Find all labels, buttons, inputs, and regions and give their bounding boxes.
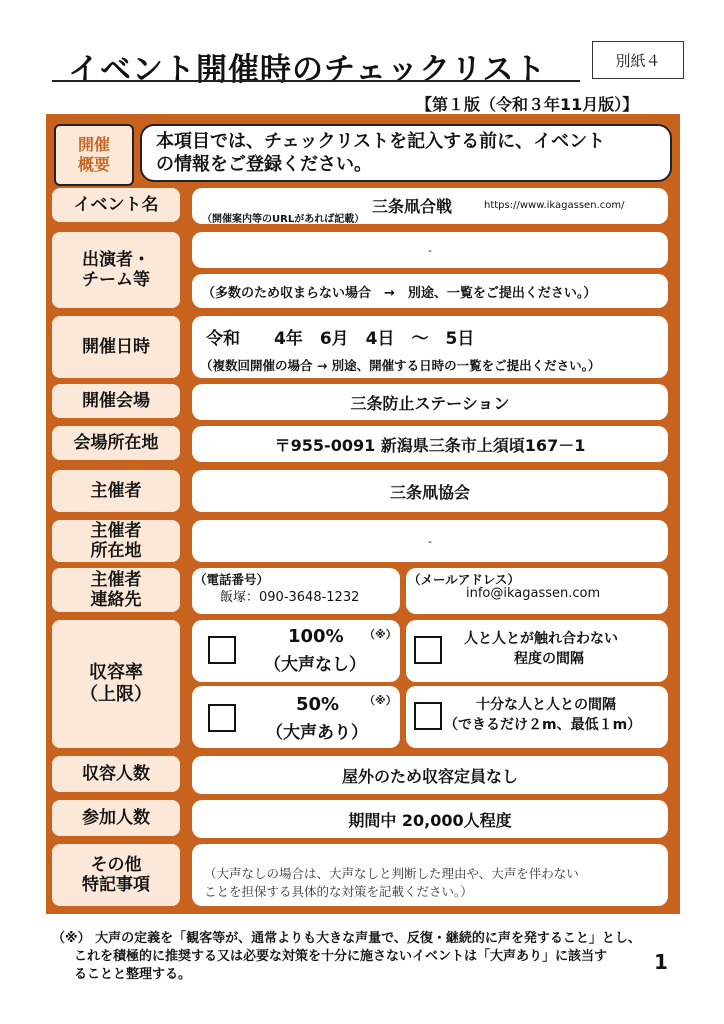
page-title: イベント開催時のチェックリスト	[68, 52, 547, 88]
capacity-50-desc	[406, 686, 668, 748]
organizer-field[interactable]: 三条凧協会	[192, 470, 668, 512]
checkbox-50[interactable]	[208, 704, 236, 732]
opt1-sub: （大声なし）	[264, 655, 366, 675]
participants-label: 参加人数	[52, 800, 180, 836]
venue-label: 開催会場	[52, 384, 180, 418]
participants-field[interactable]: 期間中 20,000人程度	[192, 800, 668, 838]
other-label: その他 特記事項	[52, 844, 180, 906]
other-note-line2: ことを担保する具体的な対策を記載ください。）	[204, 884, 473, 899]
attachment-label: 別紙４	[592, 41, 684, 79]
opt1-mark: （※）	[364, 628, 397, 641]
date-value: 令和 4年 6月 4日 ～ 5日	[206, 329, 475, 349]
phone-field[interactable]	[192, 568, 400, 614]
event-name-field[interactable]	[192, 188, 668, 224]
overview-text	[140, 124, 672, 182]
organizer-label: 主催者	[52, 470, 180, 512]
overview-label-line2: 概要	[77, 155, 110, 174]
venue-address-field[interactable]: 〒955-0091 新潟県三条市上須頃167－1	[192, 426, 668, 462]
venue-field[interactable]: 三条防止ステーション	[192, 384, 668, 420]
email-label: （メールアドレス）	[408, 572, 520, 587]
capacity-label: 収容率 （上限）	[52, 620, 180, 748]
footnote	[52, 930, 702, 985]
page-number: 1	[654, 950, 668, 974]
footnote-line3: ることと整理する。	[74, 967, 192, 983]
phone-label: （電話番号）	[194, 572, 270, 587]
date-note: （複数回開催の場合 → 別途、開催する日時の一覧をご提出ください。）	[200, 358, 601, 373]
overview-text-line1: 本項目では、チェックリストを記入する前に、イベント	[156, 131, 606, 152]
capacity-100-option[interactable]	[192, 620, 400, 682]
opt1-desc-line1: 人と人とが触れ合わない	[464, 631, 618, 647]
title-underline	[52, 80, 580, 82]
date-field[interactable]	[192, 316, 668, 378]
capacity-count-field[interactable]: 屋外のため収容定員なし	[192, 756, 668, 794]
opt2-pct: 50%	[296, 694, 340, 715]
opt2-sub: （大声あり）	[266, 723, 368, 743]
event-url: https://www.ikagassen.com/	[484, 200, 625, 211]
organizer-contact-label: 主催者 連絡先	[52, 568, 180, 612]
performers-note: （多数のため収まらない場合 → 別途、一覧をご提出ください。）	[192, 274, 668, 308]
phone-value: 飯塚：090-3648-1232	[220, 590, 360, 605]
email-field[interactable]	[406, 568, 668, 614]
opt2-desc-line1: 十分な人と人との間隔	[476, 697, 616, 713]
event-name-value: 三条凧合戦	[372, 197, 453, 216]
opt1-desc-line2: 程度の間隔	[514, 651, 584, 667]
venue-address-label: 会場所在地	[52, 426, 180, 460]
email-value: info@ikagassen.com	[466, 586, 601, 601]
event-name-label: イベント名	[52, 188, 180, 222]
overview-label	[54, 124, 134, 186]
capacity-50-option[interactable]	[192, 686, 400, 748]
opt2-desc-line2: （できるだけ２m、最低１m）	[444, 717, 642, 733]
capacity-100-desc	[406, 620, 668, 682]
organizer-address-label: 主催者 所在地	[52, 520, 180, 562]
checkbox-100-desc[interactable]	[414, 636, 442, 664]
performers-field[interactable]: -	[192, 232, 668, 268]
other-field[interactable]	[192, 844, 668, 906]
overview-label-line1: 開催	[77, 135, 110, 154]
footnote-line2: これを積極的に推奨する又は必要な対策を十分に施さないイベントは「大声あり」に該当す	[74, 949, 608, 965]
organizer-address-field[interactable]: -	[192, 520, 668, 562]
capacity-count-label: 収容人数	[52, 756, 180, 792]
version-label: 【第１版（令和３年11月版）】	[416, 95, 639, 114]
checkbox-100[interactable]	[208, 636, 236, 664]
date-label: 開催日時	[52, 316, 180, 378]
opt2-mark: （※）	[364, 694, 397, 707]
performers-label: 出演者・ チーム等	[52, 232, 180, 308]
overview-text-line2: の情報をご登録ください。	[156, 154, 372, 176]
footnote-line1: （※） 大声の定義を「観客等が、通常よりも大きな声量で、反復・継続的に声を発すること」とし、	[52, 931, 641, 946]
event-name-note: （開催案内等のURLがあれば記載）	[202, 214, 365, 225]
other-note-line1: （大声なしの場合は、大声なしと判断した理由や、大声を伴わない	[204, 866, 579, 881]
checkbox-50-desc[interactable]	[414, 702, 442, 730]
opt1-pct: 100%	[288, 626, 344, 647]
